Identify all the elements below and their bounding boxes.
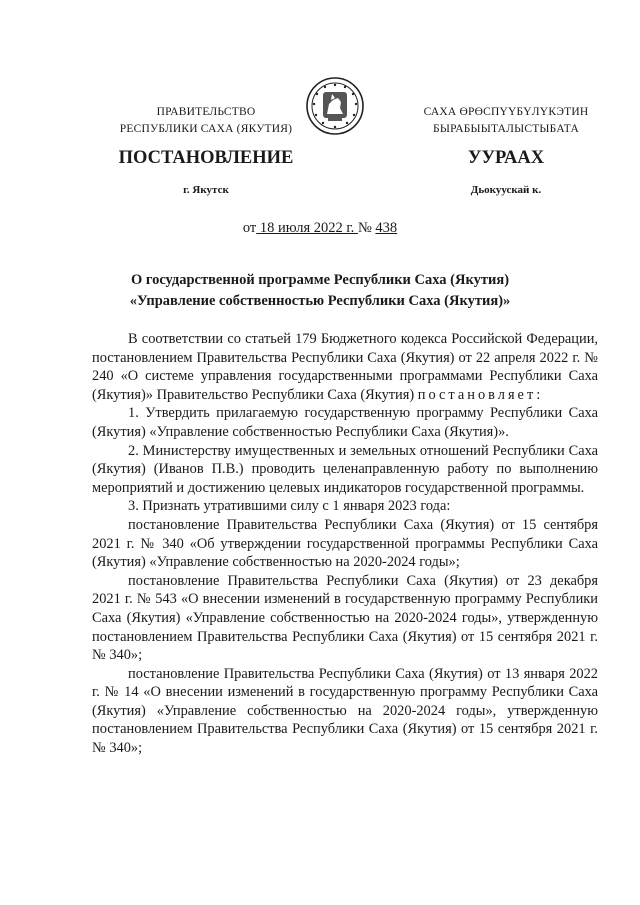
- doc-type-sah: УУРААХ: [467, 148, 545, 168]
- doc-type-ru: ПОСТАНОВЛЕНИЕ: [118, 148, 294, 168]
- document-dateline: [0, 220, 640, 237]
- paragraph-repealed-2: постановление Правительства Республики Саха (Якутия) от 23 декабря 2021 г. № 543 «О внесении изменений в государственную программу Республики Саха (Якутия) «Управление собственностью на 2020-2024 годы», утвержденную постановлением Правительства Республики Саха (Якутия) от 15 сентября 2021 г. № 340»;: [92, 572, 598, 664]
- paragraph-item-3: 3. Признать утратившими силу с 1 января 2023 года:: [128, 498, 451, 515]
- paragraph-item-1: 1. Утвердить прилагаемую государственную программу Республики Саха (Якутия) «Управление собственностью Республики Саха (Якутия)».: [92, 405, 598, 440]
- coat-of-arms-icon: [305, 76, 365, 136]
- paragraph-repealed-1: постановление Правительства Республики Саха (Якутия) от 15 сентября 2021 г. № 340 «Об утверждении государственной программы Республики Саха (Якутия) «Управление собственностью на 2020-2024 годы»;: [92, 516, 598, 571]
- preamble-text: В соответствии со статьей 179 Бюджетного кодекса Российской Федерации, постановлением Правительства Республики Саха (Якутия) от 22 апреля 2022 г. № 240 «О системе управления государственными программами Республики Саха (Якутия)» Правительство Республики Саха (Якутия): [92, 331, 598, 403]
- paragraph-repealed-3: постановление Правительства Республики Саха (Якутия) от 13 января 2022 г. № 14 «О внесении изменений в государственную программу Республики Саха (Якутия) «Управление собственностью на 2020-2024 годы», утвержденную постановлением Правительства Республики Саха (Якутия) от 15 сентября 2021 г. № 340»;: [92, 665, 598, 757]
- title-line2: «Управление собственностью Республики Саха (Якутия)»: [129, 293, 511, 309]
- title-line1: О государственной программе Республики Саха (Якутия): [130, 272, 510, 288]
- document-body: [92, 330, 598, 758]
- city-ru: г. Якутск: [183, 184, 229, 196]
- header-left-line1: ПРАВИТЕЛЬСТВО: [156, 106, 256, 118]
- header-right-line1: САХА ӨРӨСПҮҮБҮЛҮКЭТИН: [423, 106, 589, 118]
- header-left: [96, 104, 316, 138]
- document-title: [80, 270, 560, 312]
- header-right: [396, 104, 616, 138]
- paragraph-item-2: 2. Министерству имущественных и земельных отношений Республики Саха (Якутия) (Иванов П.В.) проводить целенаправленную работу по выполнению мероприятий и достижению целевых индикаторов государственной программы.: [92, 442, 598, 496]
- header-left-line2: РЕСПУБЛИКИ САХА (ЯКУТИЯ): [119, 123, 293, 135]
- header-right-line2: БЫРАБЫЫТАЛЫСТЫБАТА: [433, 123, 579, 135]
- dateline-prefix: от: [242, 220, 257, 236]
- document-date: 18 июля 2022 г.: [256, 220, 358, 236]
- resolves-word: постановляет:: [417, 386, 544, 403]
- document-number: 438: [375, 220, 398, 236]
- number-sign: №: [357, 220, 372, 236]
- paragraph-preamble: [92, 330, 598, 404]
- city-sah: Дьокуускай к.: [470, 184, 542, 196]
